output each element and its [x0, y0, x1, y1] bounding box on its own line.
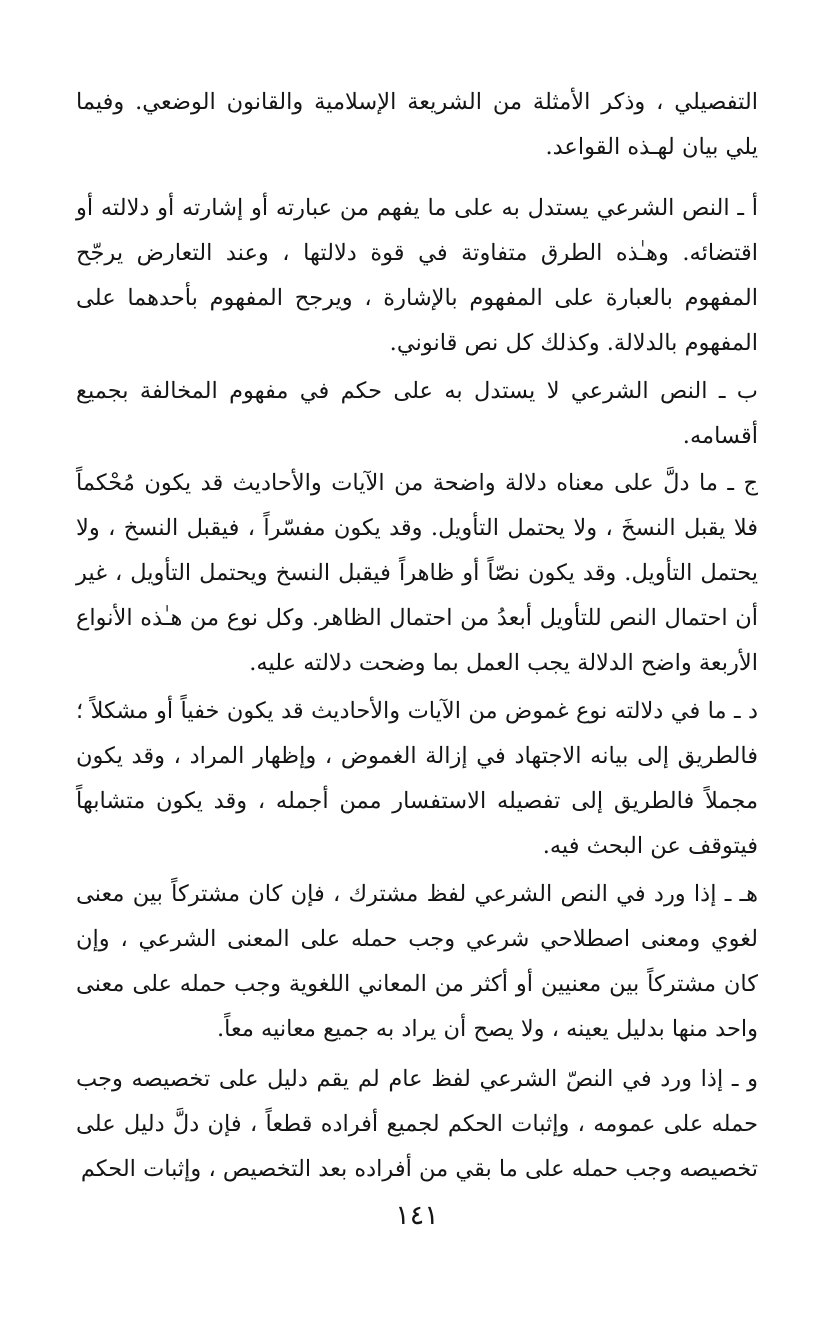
intro-paragraph: التفصيلي ، وذكر الأمثلة من الشريعة الإسلامية والقانون الوضعي. وفيما يلي بيان لهـذه القواعد.	[76, 89, 758, 160]
paragraph-b: ب ـ النص الشرعي لا يستدل به على حكم في مفهوم المخالفة بجميع أقسامه.	[76, 378, 758, 449]
paragraph-w: و ـ إذا ورد في النصّ الشرعي لفظ عام لم يقم دليل على تخصيصه وجب حمله على عمومه ، وإثبات الحكم لجميع أفراده قطعاً ، فإن دلَّ دليل على تخصيصه وجب حمله على ما بقي من أفراده بعد التخصيص ، وإثبات الحكم	[76, 1066, 758, 1182]
paragraph-d: د ـ ما في دلالته نوع غموض من الآيات والأحاديث قد يكون خفياً أو مشكلاً ؛ فالطريق إلى بيانه الاجتهاد في إزالة الغموض ، وإظهار المراد ، وقد يكون مجملاً فالطريق إلى تفصيله الاستفسار ممن أجمله ، وقد يكون متشابهاً فيتوقف عن البحث فيه.	[76, 698, 758, 859]
paragraph-c: ج ـ ما دلَّ على معناه دلالة واضحة من الآيات والأحاديث قد يكون مُحْكماً فلا يقبل النسخَ ، ولا يحتمل التأويل. وقد يكون مفسّراً ، فيقبل النسخ ، ولا يحتمل التأويل. وقد يكون نصّاً أو ظاهراً فيقبل النسخ ويحتمل التأويل ، غير أن احتمال النص للتأويل أبعدُ من احتمال الظاهر. وكل نوع من هـٰذه الأنواع الأربعة واضح الدلالة يجب العمل بما وضحت دلالته عليه.	[76, 470, 758, 676]
page-number: ١٤١	[395, 1200, 439, 1231]
paragraph-a: أ ـ النص الشرعي يستدل به على ما يفهم من عبارته أو إشارته أو دلالته أو اقتضائه. وهـٰذه الطرق متفاوتة في قوة دلالتها ، وعند التعارض يرجّح المفهوم بالعبارة على المفهوم بالإشارة ، ويرجح المفهوم بأحدهما على المفهوم بالدلالة. وكذلك كل نص قانوني.	[76, 195, 758, 356]
paragraph-h: هـ ـ إذا ورد في النص الشرعي لفظ مشترك ، فإن كان مشتركاً بين معنى لغوي ومعنى اصطلاحي شرعي وجب حمله على المعنى الشرعي ، وإن كان مشتركاً بين معنيين أو أكثر من المعاني اللغوية وجب حمله على معنى واحد منها بدليل يعينه ، ولا يصح أن يراد به جميع معانيه معاً.	[76, 881, 758, 1042]
